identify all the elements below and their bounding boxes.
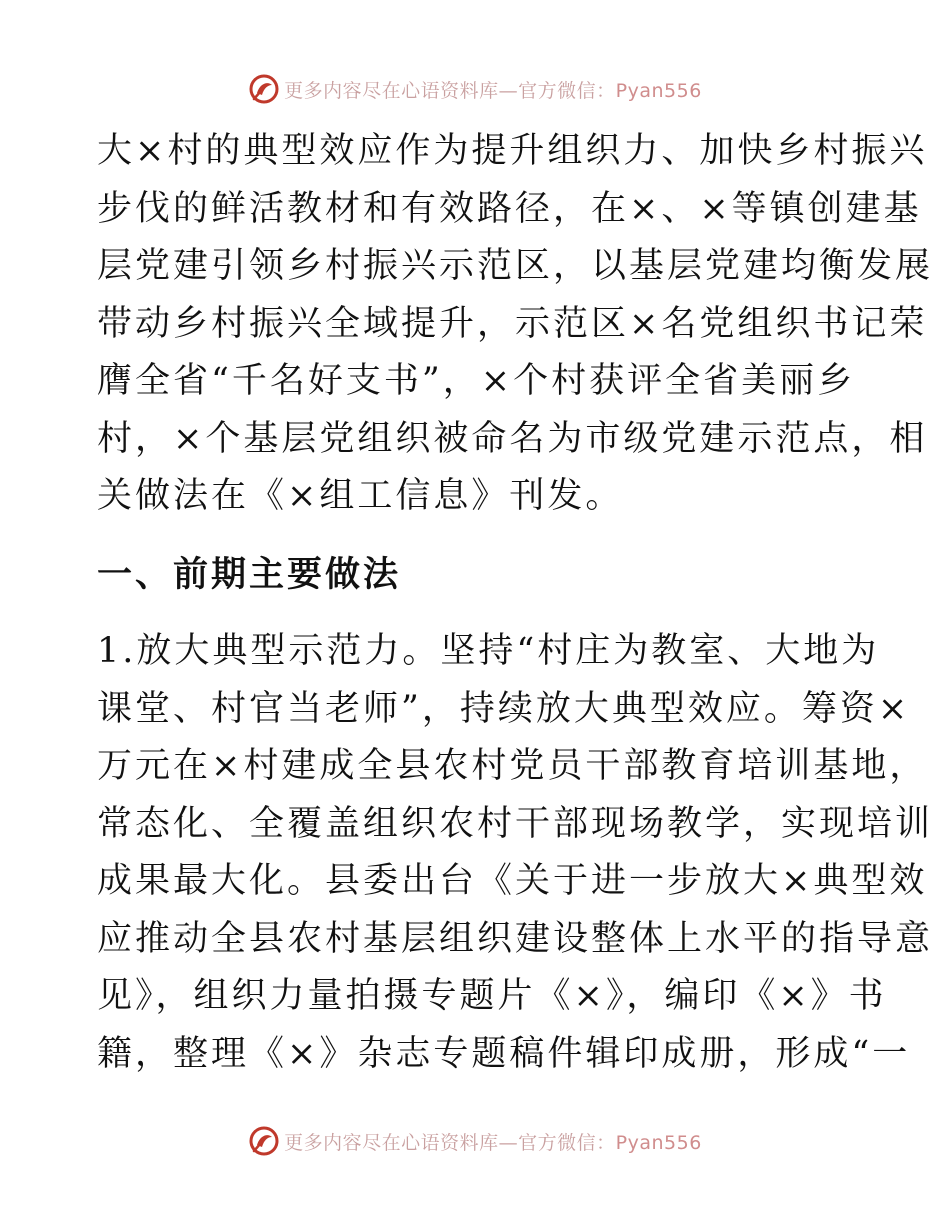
text-line: 成果最大化。县委出台《关于进一步放大×典型效 <box>97 861 928 901</box>
watermark-text: 更多内容尽在心语资料库—官方微信：Pyan556 <box>284 79 702 102</box>
paragraph-item-1 <box>97 623 934 1083</box>
text-line: 层党建引领乡村振兴示范区，以基层党建均衡发展 <box>97 246 934 286</box>
text-line: 关做法在《×组工信息》刊发。 <box>97 476 624 516</box>
text-line: 常态化、全覆盖组织农村干部现场教学，实现培训 <box>97 803 934 844</box>
watermark-logo-icon <box>248 73 280 105</box>
text-line: 籍，整理《×》杂志专题稿件辑印成册，形成“一 <box>97 1033 911 1074</box>
watermark-logo-icon <box>248 1125 280 1157</box>
watermark-account: Pyan556 <box>615 1131 702 1154</box>
text-line: 见》，组织力量拍摄专题片《×》，编印《×》书 <box>97 976 887 1016</box>
header-watermark <box>0 72 950 106</box>
text-line: 应推动全县农村基层组织建设整体上水平的指导意 <box>97 918 934 959</box>
text-line: 膺全省“千名好支书”，×个村获评全省美丽乡 <box>97 361 856 401</box>
text-line: 带动乡村振兴全域提升，示范区×名党组织书记荣 <box>97 303 928 344</box>
section-heading: 一、前期主要做法 <box>97 553 402 595</box>
watermark-text: 更多内容尽在心语资料库—官方微信：Pyan556 <box>284 1131 702 1154</box>
text-line: 大×村的典型效应作为提升组织力、加快乡村振兴 <box>97 131 928 171</box>
text-line: 课堂、村官当老师”，持续放大典型效应。筹资× <box>97 688 911 729</box>
text-line: 1.放大典型示范力。坚持“村庄为教室、大地为 <box>97 631 880 671</box>
text-line: 村，×个基层党组织被命名为市级党建示范点，相 <box>97 418 928 459</box>
text-line: 万元在×村建成全县农村党员干部教育培训基地， <box>97 746 928 786</box>
paragraph-continued <box>97 123 934 526</box>
text-line: 步伐的鲜活教材和有效路径，在×、×等镇创建基 <box>97 188 922 229</box>
watermark-account: Pyan556 <box>615 79 702 102</box>
footer-watermark <box>0 1124 950 1158</box>
document-body <box>97 123 934 1083</box>
